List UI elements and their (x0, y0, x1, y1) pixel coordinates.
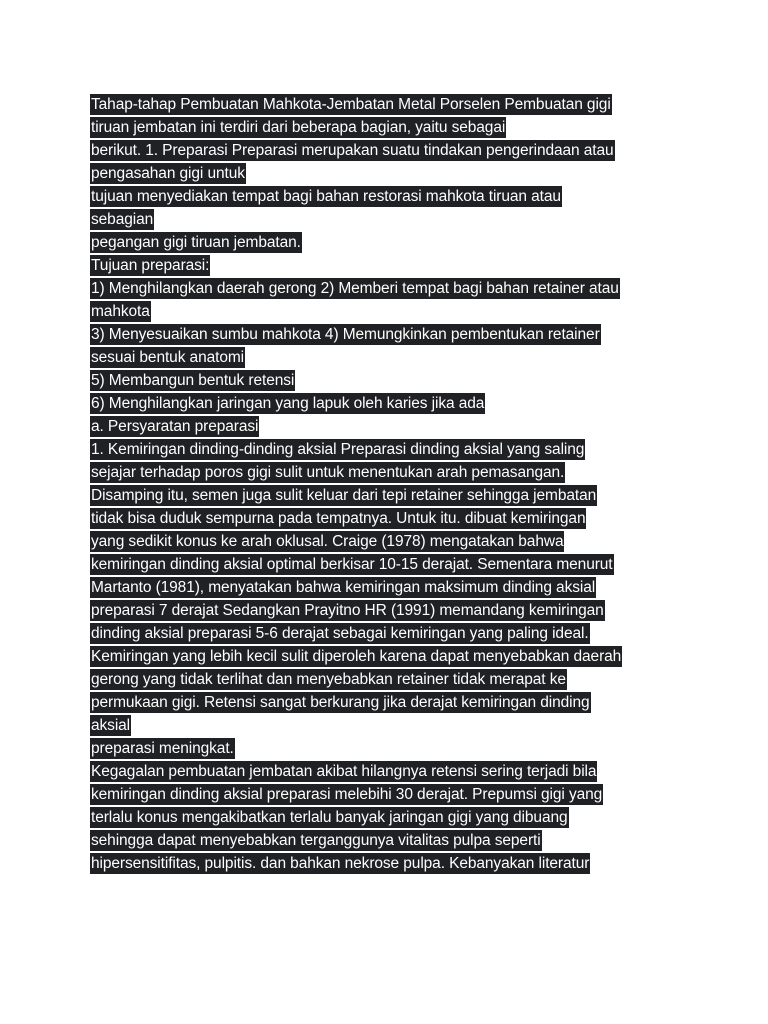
line-text: aksial (91, 717, 131, 734)
line-text: 1. Kemiringan dinding-dinding aksial Preparasi dinding aksial yang saling (91, 441, 585, 458)
line-text: tiruan jembatan ini terdiri dari beberapa bagian, yaitu sebagai (91, 119, 506, 136)
text-line (90, 507, 690, 530)
text-line (90, 760, 690, 783)
line-text: sehingga dapat menyebabkan terganggunya vitalitas pulpa seperti (91, 832, 541, 849)
line-text: preparasi meningkat. (91, 740, 234, 757)
text-line (90, 737, 690, 760)
text-line (90, 116, 690, 139)
text-line (90, 576, 690, 599)
line-text: permukaan gigi. Retensi sangat berkurang jika derajat kemiringan dinding (91, 694, 590, 711)
line-text: berikut. 1. Preparasi Preparasi merupakan suatu tindakan pengerindaan atau (91, 142, 614, 159)
text-line (90, 162, 690, 185)
line-text: gerong yang tidak terlihat dan menyebabkan retainer tidak merapat ke (91, 671, 566, 688)
text-line (90, 185, 690, 208)
text-line (90, 323, 690, 346)
text-line (90, 668, 690, 691)
text-line (90, 139, 690, 162)
text-line (90, 829, 690, 852)
line-text: Disamping itu, semen juga sulit keluar dari tepi retainer sehingga jembatan (91, 487, 597, 504)
line-text: 3) Menyesuaikan sumbu mahkota 4) Memungkinkan pembentukan retainer (91, 326, 600, 343)
line-text: sesuai bentuk anatomi (91, 349, 244, 366)
text-line (90, 783, 690, 806)
line-text: 5) Membangun bentuk retensi (91, 372, 295, 389)
text-line (90, 300, 690, 323)
text-line (90, 415, 690, 438)
text-line (90, 622, 690, 645)
text-line (90, 691, 690, 714)
text-line (90, 461, 690, 484)
text-line (90, 599, 690, 622)
text-line (90, 369, 690, 392)
line-text: pegangan gigi tiruan jembatan. (91, 234, 301, 251)
line-text: 6) Menghilangkan jaringan yang lapuk oleh karies jika ada (91, 395, 485, 412)
line-text: dinding aksial preparasi 5-6 derajat sebagai kemiringan yang paling ideal. (91, 625, 589, 642)
line-text: sejajar terhadap poros gigi sulit untuk menentukan arah pemasangan. (91, 464, 565, 481)
text-line (90, 93, 690, 116)
line-text: 1) Menghilangkan daerah gerong 2) Memberi tempat bagi bahan retainer atau (91, 280, 619, 297)
line-text: Tahap-tahap Pembuatan Mahkota-Jembatan Metal Porselen Pembuatan gigi (91, 96, 611, 113)
line-text: sebagian (91, 211, 154, 228)
text-line (90, 484, 690, 507)
document-text-block (90, 93, 690, 875)
text-line (90, 254, 690, 277)
text-line (90, 714, 690, 737)
text-line (90, 392, 690, 415)
text-line (90, 852, 690, 875)
text-line (90, 553, 690, 576)
text-line (90, 530, 690, 553)
line-text: pengasahan gigi untuk (91, 165, 245, 182)
text-line (90, 438, 690, 461)
text-line (90, 806, 690, 829)
line-text: Martanto (1981), menyatakan bahwa kemiringan maksimum dinding aksial (91, 579, 596, 596)
line-text: yang sedikit konus ke arah oklusal. Craige (1978) mengatakan bahwa (91, 533, 564, 550)
line-text: a. Persyaratan preparasi (91, 418, 259, 435)
text-line (90, 208, 690, 231)
text-line (90, 645, 690, 668)
line-text: kemiringan dinding aksial optimal berkisar 10-15 derajat. Sementara menurut (91, 556, 613, 573)
line-text: tujuan menyediakan tempat bagi bahan restorasi mahkota tiruan atau (91, 188, 561, 205)
text-line (90, 231, 690, 254)
text-line (90, 346, 690, 369)
line-text: preparasi 7 derajat Sedangkan Prayitno HR (1991) memandang kemiringan (91, 602, 604, 619)
line-text: Kemiringan yang lebih kecil sulit diperoleh karena dapat menyebabkan daerah (91, 648, 622, 665)
line-text: hipersensitifitas, pulpitis. dan bahkan nekrose pulpa. Kebanyakan literatur (91, 855, 590, 872)
text-line (90, 277, 690, 300)
line-text: tidak bisa duduk sempurna pada tempatnya. Untuk itu. dibuat kemiringan (91, 510, 586, 527)
line-text: Tujuan preparasi: (91, 257, 210, 274)
line-text: terlalu konus mengakibatkan terlalu banyak jaringan gigi yang dibuang (91, 809, 568, 826)
line-text: kemiringan dinding aksial preparasi melebihi 30 derajat. Prepumsi gigi yang (91, 786, 603, 803)
line-text: Kegagalan pembuatan jembatan akibat hilangnya retensi sering terjadi bila (91, 763, 597, 780)
line-text: mahkota (91, 303, 150, 320)
